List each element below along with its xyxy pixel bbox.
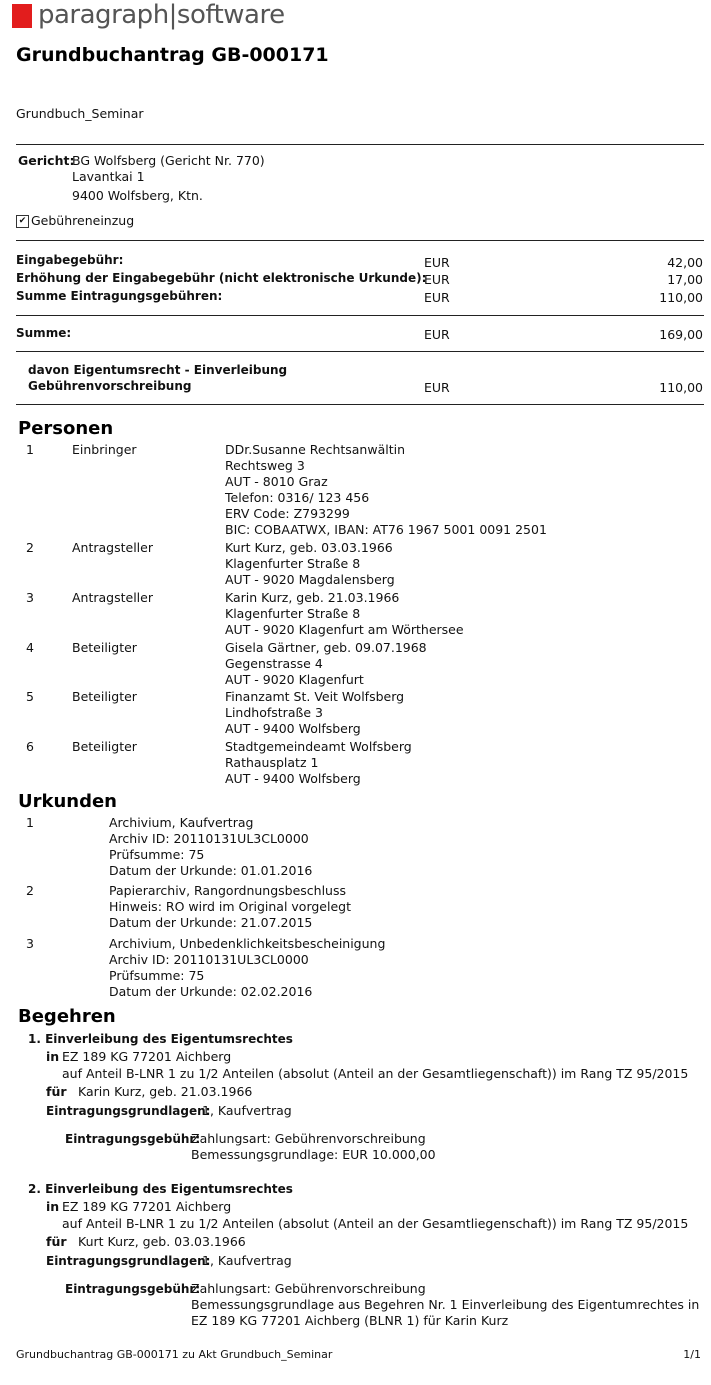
page-number: 1/1 <box>683 1348 701 1361</box>
person-line: Klagenfurter Straße 8 <box>225 556 361 571</box>
divider <box>16 404 704 405</box>
person-line: AUT - 9020 Klagenfurt <box>225 672 364 687</box>
urkunde-line: Datum der Urkunde: 21.07.2015 <box>109 915 313 930</box>
sum-amount: 169,00 <box>659 327 703 342</box>
begehren-grundlagen-value: 1, Kaufvertrag <box>202 1253 292 1268</box>
person-num: 2 <box>26 540 34 555</box>
court-line-1: BG Wolfsberg (Gericht Nr. 770) <box>72 153 265 168</box>
court-label: Gericht: <box>18 153 75 168</box>
person-line: AUT - 9020 Magdalensberg <box>225 572 395 587</box>
person-line: AUT - 9400 Wolfsberg <box>225 721 361 736</box>
begehren-detail: auf Anteil B-LNR 1 zu 1/2 Anteilen (absolut (Anteil an der Gesamtliegenschaft)) im Rang TZ 95/2015 <box>62 1216 689 1231</box>
begehren-in-label: in <box>46 1049 60 1064</box>
sum-label: Summe: <box>16 326 72 340</box>
akt-name: Grundbuch_Seminar <box>16 106 144 121</box>
persons-heading: Personen <box>18 418 114 439</box>
person-role: Antragsteller <box>72 540 153 555</box>
logo: paragraph|software <box>38 0 285 30</box>
person-line: ERV Code: Z793299 <box>225 506 350 521</box>
begehren-fuer-value: Kurt Kurz, geb. 03.03.1966 <box>78 1234 246 1249</box>
person-detail <box>225 640 427 688</box>
begehren-gebuehr-label: Eintragungsgebühr: <box>65 1282 201 1296</box>
divider <box>16 351 704 352</box>
urkunde-line: Datum der Urkunde: 02.02.2016 <box>109 984 313 999</box>
person-line: Gisela Gärtner, geb. 09.07.1968 <box>225 640 427 655</box>
person-role: Einbringer <box>72 442 137 457</box>
begehren-heading: Begehren <box>18 1006 116 1027</box>
begehren-in-label: in <box>46 1199 60 1214</box>
person-line: Karin Kurz, geb. 21.03.1966 <box>225 590 400 605</box>
person-role: Beteiligter <box>72 640 137 655</box>
person-num: 4 <box>26 640 34 655</box>
begehren-gebuehr-line: Bemessungsgrundlage aus Begehren Nr. 1 Einverleibung des Eigentumrechtes in <box>191 1297 700 1312</box>
person-line: AUT - 9400 Wolfsberg <box>225 771 361 786</box>
fee-amount-1: 42,00 <box>667 255 703 270</box>
urkunde-line: Hinweis: RO wird im Original vorgelegt <box>109 899 351 914</box>
begehren-in-value: EZ 189 KG 77201 Aichberg <box>62 1049 232 1064</box>
person-line: AUT - 8010 Graz <box>225 474 328 489</box>
begehren-gebuehr-line: EZ 189 KG 77201 Aichberg (BLNR 1) für Karin Kurz <box>191 1313 509 1328</box>
begehren-fuer-value: Karin Kurz, geb. 21.03.1966 <box>78 1084 253 1099</box>
person-line: Klagenfurter Straße 8 <box>225 606 361 621</box>
begehren-title: 2. Einverleibung des Eigentumsrechtes <box>28 1182 293 1196</box>
begehren-in-value: EZ 189 KG 77201 Aichberg <box>62 1199 232 1214</box>
davon-line-2: Gebührenvorschreibung <box>28 379 192 393</box>
urkunde-line: Archivium, Kaufvertrag <box>109 815 254 830</box>
fee-label-1: Eingabegebühr: <box>16 253 124 267</box>
urkunde-line: Datum der Urkunde: 01.01.2016 <box>109 863 313 878</box>
person-line: Finanzamt St. Veit Wolfsberg <box>225 689 405 704</box>
person-line: Rechtsweg 3 <box>225 458 305 473</box>
urkunde-detail <box>109 815 312 879</box>
fee-currency-1: EUR <box>424 255 450 270</box>
begehren-gebuehr-line: Zahlungsart: Gebührenvorschreibung <box>191 1131 426 1146</box>
person-role: Beteiligter <box>72 739 137 754</box>
fee-amount-2: 17,00 <box>667 272 703 287</box>
person-line: Gegenstrasse 4 <box>225 656 323 671</box>
urkunde-detail <box>109 883 351 931</box>
urkunde-num: 1 <box>26 815 34 830</box>
person-detail <box>225 689 404 737</box>
page-title: Grundbuchantrag GB-000171 <box>16 44 329 66</box>
begehren-title: 1. Einverleibung des Eigentumsrechtes <box>28 1032 293 1046</box>
sum-currency: EUR <box>424 327 450 342</box>
person-detail <box>225 442 547 538</box>
davon-currency: EUR <box>424 380 450 395</box>
fee-collection-label: Gebühreneinzug <box>31 213 135 228</box>
person-num: 5 <box>26 689 34 704</box>
person-line: Telefon: 0316/ 123 456 <box>225 490 370 505</box>
person-detail <box>225 590 464 638</box>
person-line: Kurt Kurz, geb. 03.03.1966 <box>225 540 393 555</box>
court-line-3: 9400 Wolfsberg, Ktn. <box>72 188 203 203</box>
urkunde-num: 2 <box>26 883 34 898</box>
fee-currency-3: EUR <box>424 290 450 305</box>
person-line: Lindhofstraße 3 <box>225 705 323 720</box>
person-line: BIC: COBAATWX, IBAN: AT76 1967 5001 0091 2501 <box>225 522 547 537</box>
urkunde-line: Prüfsumme: 75 <box>109 968 205 983</box>
person-num: 6 <box>26 739 34 754</box>
person-line: Rathausplatz 1 <box>225 755 319 770</box>
urkunde-line: Archiv ID: 20110131UL3CL0000 <box>109 952 309 967</box>
person-detail <box>225 739 412 787</box>
urkunde-line: Prüfsumme: 75 <box>109 847 205 862</box>
begehren-grundlagen-label: Eintragungsgrundlagen: <box>46 1254 211 1268</box>
person-line: Stadtgemeindeamt Wolfsberg <box>225 739 412 754</box>
urkunde-line: Papierarchiv, Rangordnungsbeschluss <box>109 883 347 898</box>
person-role: Beteiligter <box>72 689 137 704</box>
begehren-gebuehr-line: Zahlungsart: Gebührenvorschreibung <box>191 1281 426 1296</box>
davon-amount: 110,00 <box>659 380 703 395</box>
divider <box>16 144 704 145</box>
urkunde-num: 3 <box>26 936 34 951</box>
person-line: AUT - 9020 Klagenfurt am Wörthersee <box>225 622 464 637</box>
fee-currency-2: EUR <box>424 272 450 287</box>
person-detail <box>225 540 395 588</box>
urkunden-heading: Urkunden <box>18 791 117 812</box>
begehren-gebuehr-label: Eintragungsgebühr: <box>65 1132 201 1146</box>
urkunde-line: Archiv ID: 20110131UL3CL0000 <box>109 831 309 846</box>
fee-label-2: Erhöhung der Eingabegebühr (nicht elektronische Urkunde): <box>16 271 427 285</box>
begehren-gebuehr-line: Bemessungsgrundlage: EUR 10.000,00 <box>191 1147 436 1162</box>
footer-text: Grundbuchantrag GB-000171 zu Akt Grundbuch_Seminar <box>16 1348 333 1361</box>
person-role: Antragsteller <box>72 590 153 605</box>
begehren-grundlagen-label: Eintragungsgrundlagen: <box>46 1104 211 1118</box>
urkunde-line: Archivium, Unbedenklichkeitsbescheinigung <box>109 936 386 951</box>
divider <box>16 315 704 316</box>
fee-amount-3: 110,00 <box>659 290 703 305</box>
begehren-fuer-label: für <box>46 1084 67 1099</box>
person-num: 1 <box>26 442 34 457</box>
begehren-fuer-label: für <box>46 1234 67 1249</box>
davon-line-1: davon Eigentumsrecht - Einverleibung <box>28 363 288 377</box>
begehren-grundlagen-value: 1, Kaufvertrag <box>202 1103 292 1118</box>
fee-collection-checkbox[interactable]: ✔ <box>16 215 29 228</box>
urkunde-detail <box>109 936 385 1000</box>
person-line: DDr.Susanne Rechtsanwältin <box>225 442 406 457</box>
divider <box>16 240 704 241</box>
court-line-2: Lavantkai 1 <box>72 169 145 184</box>
begehren-detail: auf Anteil B-LNR 1 zu 1/2 Anteilen (absolut (Anteil an der Gesamtliegenschaft)) im Rang TZ 95/2015 <box>62 1066 689 1081</box>
logo-square <box>12 4 32 28</box>
person-num: 3 <box>26 590 34 605</box>
fee-label-3: Summe Eintragungsgebühren: <box>16 289 223 303</box>
